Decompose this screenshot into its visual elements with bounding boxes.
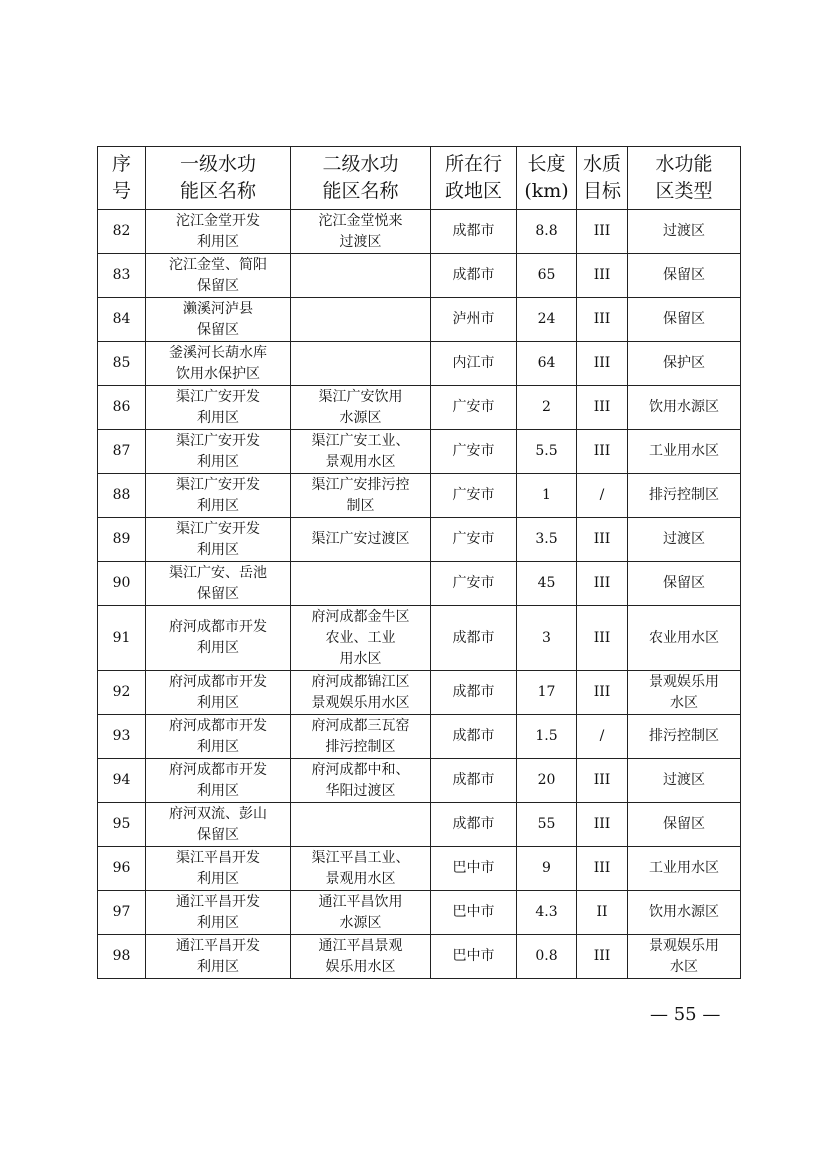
cell-line: 府河成都三瓦窑 [311,717,410,734]
cell-line: 府河成都中和、 [311,761,410,778]
cell-region: 巴中市 [431,847,517,891]
header-line: 能区名称 [322,180,399,202]
cell-line: 府河成都锦江区 [311,673,410,690]
cell-level1-zone [146,803,291,847]
header-line: 政地区 [444,180,502,202]
cell-length: 1.5 [517,715,577,759]
cell-line: 利用区 [197,694,239,711]
cell-line: 制区 [346,497,375,514]
cell-water-quality: / [577,474,628,518]
cell-water-quality: III [577,803,628,847]
cell-region: 泸州市 [431,298,517,342]
cell-serial-no: 85 [98,342,146,386]
cell-serial-no: 89 [98,518,146,562]
cell-line: 利用区 [197,453,239,470]
cell-line: 保留区 [197,321,239,338]
cell-water-quality: III [577,210,628,254]
header-level1-zone [146,147,291,210]
cell-zone-type [628,671,741,715]
cell-line: 通江平昌景观 [318,937,403,954]
cell-water-quality: III [577,430,628,474]
cell-line: 渠江广安饮用 [318,388,403,405]
header-line: 能区名称 [179,180,256,202]
cell-region: 广安市 [431,430,517,474]
cell-line: 通江平昌开发 [176,893,260,910]
cell-line: 渠江广安开发 [176,432,260,449]
cell-line: 利用区 [197,782,239,799]
cell-line: 排污控制区 [649,487,719,503]
cell-line: 农业用水区 [649,629,719,646]
cell-zone-type [628,518,741,562]
cell-level1-zone [146,562,291,606]
cell-level2-zone [291,891,431,935]
cell-line: 工业用水区 [649,443,719,459]
cell-line: 景观用水区 [325,453,396,470]
cell-zone-type [628,562,741,606]
header-region [431,147,517,210]
cell-zone-type [628,606,741,671]
cell-length: 17 [517,671,577,715]
cell-line: 水源区 [339,409,382,426]
cell-water-quality: III [577,671,628,715]
cell-zone-type [628,759,741,803]
cell-line: 保留区 [197,585,239,602]
cell-serial-no: 94 [98,759,146,803]
cell-zone-type [628,254,741,298]
cell-region: 成都市 [431,803,517,847]
cell-zone-type [628,298,741,342]
cell-line: 保留区 [663,816,705,832]
cell-serial-no: 93 [98,715,146,759]
cell-line: 排污控制区 [325,738,396,755]
cell-line: 过渡区 [663,772,705,788]
header-line: 所在行 [444,153,502,175]
table-row [98,254,741,298]
cell-line: 保留区 [197,277,239,294]
table-row [98,715,741,759]
table-row [98,847,741,891]
cell-serial-no: 98 [98,935,146,979]
cell-level1-zone [146,671,291,715]
table-row [98,606,741,671]
cell-region: 成都市 [431,210,517,254]
cell-length: 1 [517,474,577,518]
cell-zone-type [628,891,741,935]
cell-line: 府河成都金牛区 [311,608,410,625]
cell-line: 渠江广安开发 [176,388,260,405]
cell-level2-zone [291,298,431,342]
cell-line: 渠江广安开发 [176,476,260,493]
cell-level2-zone [291,671,431,715]
cell-line: 景观娱乐用 [649,673,719,690]
water-function-zone-table [97,146,741,979]
header-length [517,147,577,210]
cell-level1-zone [146,518,291,562]
cell-level1-zone [146,342,291,386]
cell-level1-zone [146,891,291,935]
table-row [98,562,741,606]
header-line: 一级水功 [179,153,256,175]
cell-line: 利用区 [197,409,239,426]
table-row [98,935,741,979]
cell-length: 3 [517,606,577,671]
cell-zone-type [628,430,741,474]
cell-serial-no: 82 [98,210,146,254]
header-zone-type [628,147,741,210]
cell-line: 过渡区 [663,531,705,547]
header-line: 区类型 [655,180,713,202]
cell-length: 20 [517,759,577,803]
cell-line: 府河成都市开发 [169,717,267,734]
cell-region: 巴中市 [431,891,517,935]
cell-serial-no: 88 [98,474,146,518]
cell-water-quality: / [577,715,628,759]
cell-length: 65 [517,254,577,298]
cell-zone-type [628,803,741,847]
cell-water-quality: III [577,386,628,430]
cell-level1-zone [146,386,291,430]
cell-line: 饮用水源区 [649,399,719,415]
cell-length: 55 [517,803,577,847]
cell-line: 通江平昌开发 [176,937,260,954]
cell-region: 广安市 [431,386,517,430]
cell-line: 水源区 [339,914,382,931]
header-row [98,147,741,210]
cell-level2-zone [291,759,431,803]
table-row [98,430,741,474]
cell-line: 濑溪河泸县 [183,300,253,317]
cell-region: 成都市 [431,759,517,803]
cell-line: 保留区 [197,826,239,843]
cell-zone-type [628,342,741,386]
cell-line: 保留区 [663,575,705,591]
cell-level2-zone [291,474,431,518]
header-line: 目标 [582,180,621,202]
cell-level2-zone [291,342,431,386]
cell-serial-no: 91 [98,606,146,671]
cell-line: 排污控制区 [649,728,719,744]
table-row [98,210,741,254]
cell-line: 利用区 [197,738,239,755]
table-header [98,147,741,210]
cell-zone-type [628,847,741,891]
cell-level2-zone [291,606,431,671]
header-level2-zone [291,147,431,210]
cell-line: 渠江广安过渡区 [311,531,410,547]
cell-level2-zone [291,254,431,298]
cell-water-quality: III [577,298,628,342]
cell-water-quality: III [577,759,628,803]
header-line: 长度 [527,153,566,175]
cell-region: 成都市 [431,671,517,715]
cell-line: 饮用水源区 [649,904,719,920]
header-line: 水质 [582,153,621,175]
cell-serial-no: 95 [98,803,146,847]
cell-line: 水区 [670,958,698,975]
cell-water-quality: III [577,606,628,671]
cell-region: 内江市 [431,342,517,386]
header-line: 序 [111,153,131,175]
cell-line: 府河成都市开发 [169,619,267,635]
cell-line: 渠江广安开发 [176,520,260,537]
cell-length: 45 [517,562,577,606]
table-row [98,518,741,562]
table-row [98,803,741,847]
header-line: (km) [524,180,569,202]
table-row [98,671,741,715]
cell-region: 广安市 [431,518,517,562]
cell-level1-zone [146,759,291,803]
table-row [98,386,741,430]
cell-line: 水区 [670,694,698,711]
table-row [98,474,741,518]
cell-line: 用水区 [339,650,382,667]
cell-level1-zone [146,210,291,254]
cell-line: 利用区 [197,914,239,931]
cell-level2-zone [291,518,431,562]
cell-line: 利用区 [197,497,239,514]
cell-line: 景观用水区 [325,870,396,887]
cell-zone-type [628,474,741,518]
cell-zone-type [628,210,741,254]
cell-serial-no: 83 [98,254,146,298]
cell-level2-zone [291,847,431,891]
header-serial-no [98,147,146,210]
cell-length: 3.5 [517,518,577,562]
cell-line: 釜溪河长葫水库 [169,344,267,361]
cell-line: 利用区 [197,233,239,250]
cell-water-quality: II [577,891,628,935]
cell-line: 利用区 [197,958,239,975]
cell-line: 保留区 [663,311,705,327]
cell-level1-zone [146,935,291,979]
cell-line: 府河成都市开发 [169,673,267,690]
cell-line: 娱乐用水区 [325,958,396,975]
cell-line: 渠江平昌工业、 [311,849,410,866]
cell-region: 成都市 [431,254,517,298]
cell-zone-type [628,935,741,979]
header-line: 水功能 [655,153,713,175]
cell-water-quality: III [577,935,628,979]
cell-water-quality: III [577,562,628,606]
cell-level2-zone [291,715,431,759]
cell-line: 沱江金堂悦来 [318,212,403,229]
cell-serial-no: 96 [98,847,146,891]
cell-length: 4.3 [517,891,577,935]
cell-line: 沱江金堂开发 [176,212,260,229]
cell-zone-type [628,386,741,430]
cell-line: 渠江广安、岳池 [169,564,267,581]
cell-level2-zone [291,935,431,979]
cell-line: 华阳过渡区 [325,782,396,799]
cell-serial-no: 97 [98,891,146,935]
cell-level2-zone [291,386,431,430]
cell-line: 农业、工业 [325,629,396,646]
table-row [98,759,741,803]
cell-line: 渠江广安工业、 [311,432,410,449]
cell-level1-zone [146,298,291,342]
cell-region: 成都市 [431,606,517,671]
cell-region: 广安市 [431,562,517,606]
cell-water-quality: III [577,254,628,298]
cell-line: 渠江广安排污控 [311,476,410,493]
cell-line: 景观娱乐用 [649,937,719,954]
cell-level1-zone [146,474,291,518]
cell-line: 沱江金堂、简阳 [169,256,267,273]
cell-level1-zone [146,715,291,759]
cell-line: 利用区 [197,640,239,656]
table-row [98,891,741,935]
table-body [98,210,741,979]
cell-zone-type [628,715,741,759]
cell-level2-zone [291,562,431,606]
cell-line: 渠江平昌开发 [176,849,260,866]
cell-level2-zone [291,803,431,847]
header-line: 二级水功 [322,153,399,175]
header-water-quality [577,147,628,210]
cell-length: 8.8 [517,210,577,254]
cell-region: 巴中市 [431,935,517,979]
cell-serial-no: 86 [98,386,146,430]
cell-line: 饮用水保护区 [176,365,260,382]
cell-level2-zone [291,430,431,474]
cell-water-quality: III [577,518,628,562]
cell-line: 利用区 [197,870,239,887]
cell-length: 2 [517,386,577,430]
cell-level1-zone [146,430,291,474]
cell-serial-no: 87 [98,430,146,474]
cell-level1-zone [146,847,291,891]
table-row [98,342,741,386]
cell-serial-no: 90 [98,562,146,606]
cell-level1-zone [146,254,291,298]
cell-length: 24 [517,298,577,342]
cell-length: 5.5 [517,430,577,474]
page-number: — 55 — [650,1004,721,1025]
cell-line: 通江平昌饮用 [318,893,403,910]
cell-level2-zone [291,210,431,254]
cell-line: 利用区 [197,541,239,558]
cell-water-quality: III [577,847,628,891]
cell-line: 景观娱乐用水区 [311,694,410,711]
cell-length: 0.8 [517,935,577,979]
cell-serial-no: 92 [98,671,146,715]
cell-water-quality: III [577,342,628,386]
cell-line: 工业用水区 [649,860,719,876]
cell-length: 64 [517,342,577,386]
cell-line: 过渡区 [663,223,705,239]
cell-level1-zone [146,606,291,671]
cell-line: 府河双流、彭山 [169,805,267,822]
cell-serial-no: 84 [98,298,146,342]
cell-region: 成都市 [431,715,517,759]
cell-line: 保护区 [663,355,705,371]
cell-length: 9 [517,847,577,891]
table-row [98,298,741,342]
header-line: 号 [111,180,131,202]
cell-region: 广安市 [431,474,517,518]
cell-line: 府河成都市开发 [169,761,267,778]
cell-line: 过渡区 [339,233,382,250]
cell-line: 保留区 [663,267,705,283]
